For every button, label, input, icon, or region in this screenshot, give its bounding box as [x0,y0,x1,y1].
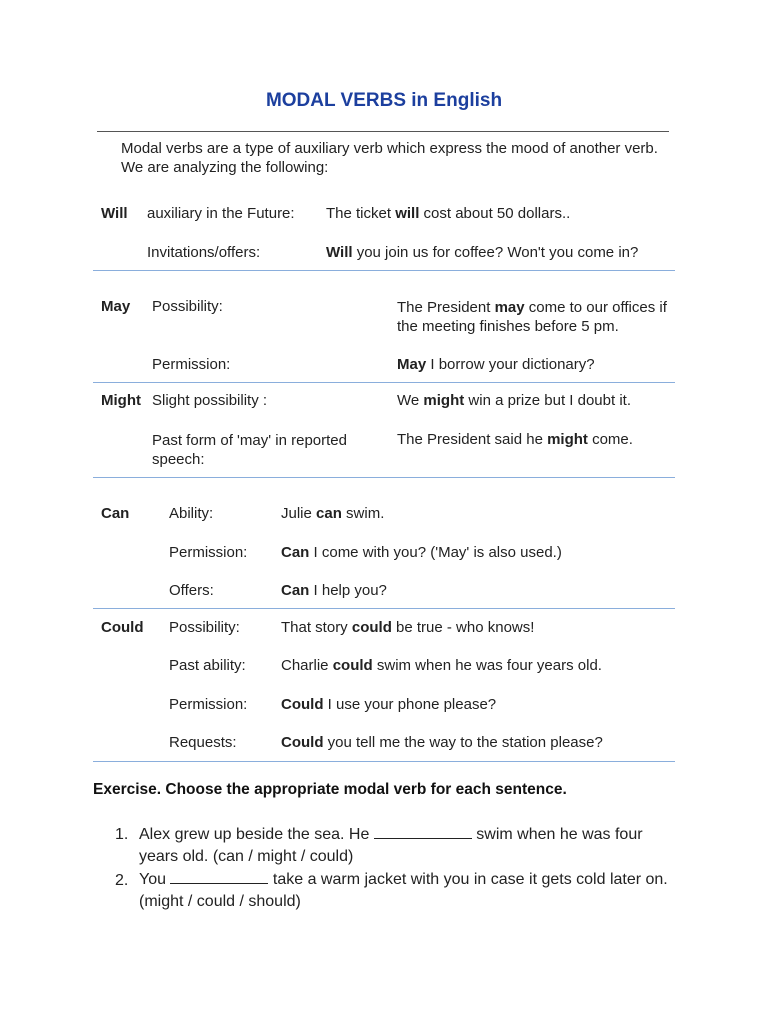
will-example-future: The ticket will cost about 50 dollars.. [326,205,571,222]
can-use-ability: Ability: [169,505,214,522]
might-use-slight: Slight possibility : [152,392,268,409]
will-use-invitations: Invitations/offers: [147,244,261,261]
will-example-invitations: Will you join us for coffee? Won't you come in? [326,244,639,261]
might-example-slight: We might win a prize but I doubt it. [397,392,631,409]
can-use-offers: Offers: [169,582,214,599]
could-use-requests: Requests: [169,734,237,751]
could-example-possibility: That story could be true - who knows! [281,619,535,636]
title-divider [97,131,669,132]
can-example-offers: Can I help you? [281,582,387,599]
exercise-item: You take a warm jacket with you in case it gets cold later on. (might / could / should) [139,871,668,910]
could-use-permission: Permission: [169,696,248,713]
can-use-permission: Permission: [169,544,248,561]
label-will: Will [101,205,128,222]
could-example-permission: Could I use your phone please? [281,696,497,713]
divider-can [93,608,675,609]
can-example-ability: Julie can swim. [281,505,385,522]
page-title: MODAL VERBS in English [265,90,503,111]
might-use-reported: Past form of 'may' in reported speech: [152,432,347,468]
may-example-possibility: The President may come to our offices if the meeting finishes before 5 pm. [397,299,667,335]
might-example-reported: The President said he might come. [397,431,633,448]
intro-paragraph: Modal verbs are a type of auxiliary verb which express the mood of another verb. We are analyzing the following: [121,140,658,176]
divider-will [93,270,675,271]
label-could: Could [101,619,144,636]
may-use-possibility: Possibility: [152,298,223,315]
exercise-title: Exercise. Choose the appropriate modal verb for each sentence. [93,781,567,798]
label-might: Might [101,392,141,409]
may-example-permission: May I borrow your dictionary? [397,356,595,373]
label-can: Can [101,505,130,522]
exercise-item-number: 2. [115,872,129,889]
can-example-permission: Can I come with you? ('May' is also used.) [281,544,562,561]
could-use-possibility: Possibility: [169,619,240,636]
divider-might [93,477,675,478]
will-use-future: auxiliary in the Future: [147,205,295,222]
could-example-past-ability: Charlie could swim when he was four years old. [281,657,602,674]
could-example-requests: Could you tell me the way to the station please? [281,734,603,751]
exercise-item: Alex grew up beside the sea. He swim when he was four years old. (can / might / could) [139,826,643,865]
answer-blank[interactable] [170,871,268,884]
label-may: May [101,298,131,315]
answer-blank[interactable] [374,826,472,839]
divider-may [93,382,675,383]
could-use-past-ability: Past ability: [169,657,246,674]
exercise-item-number: 1. [115,826,129,843]
may-use-permission: Permission: [152,356,231,373]
divider-could [93,761,675,762]
